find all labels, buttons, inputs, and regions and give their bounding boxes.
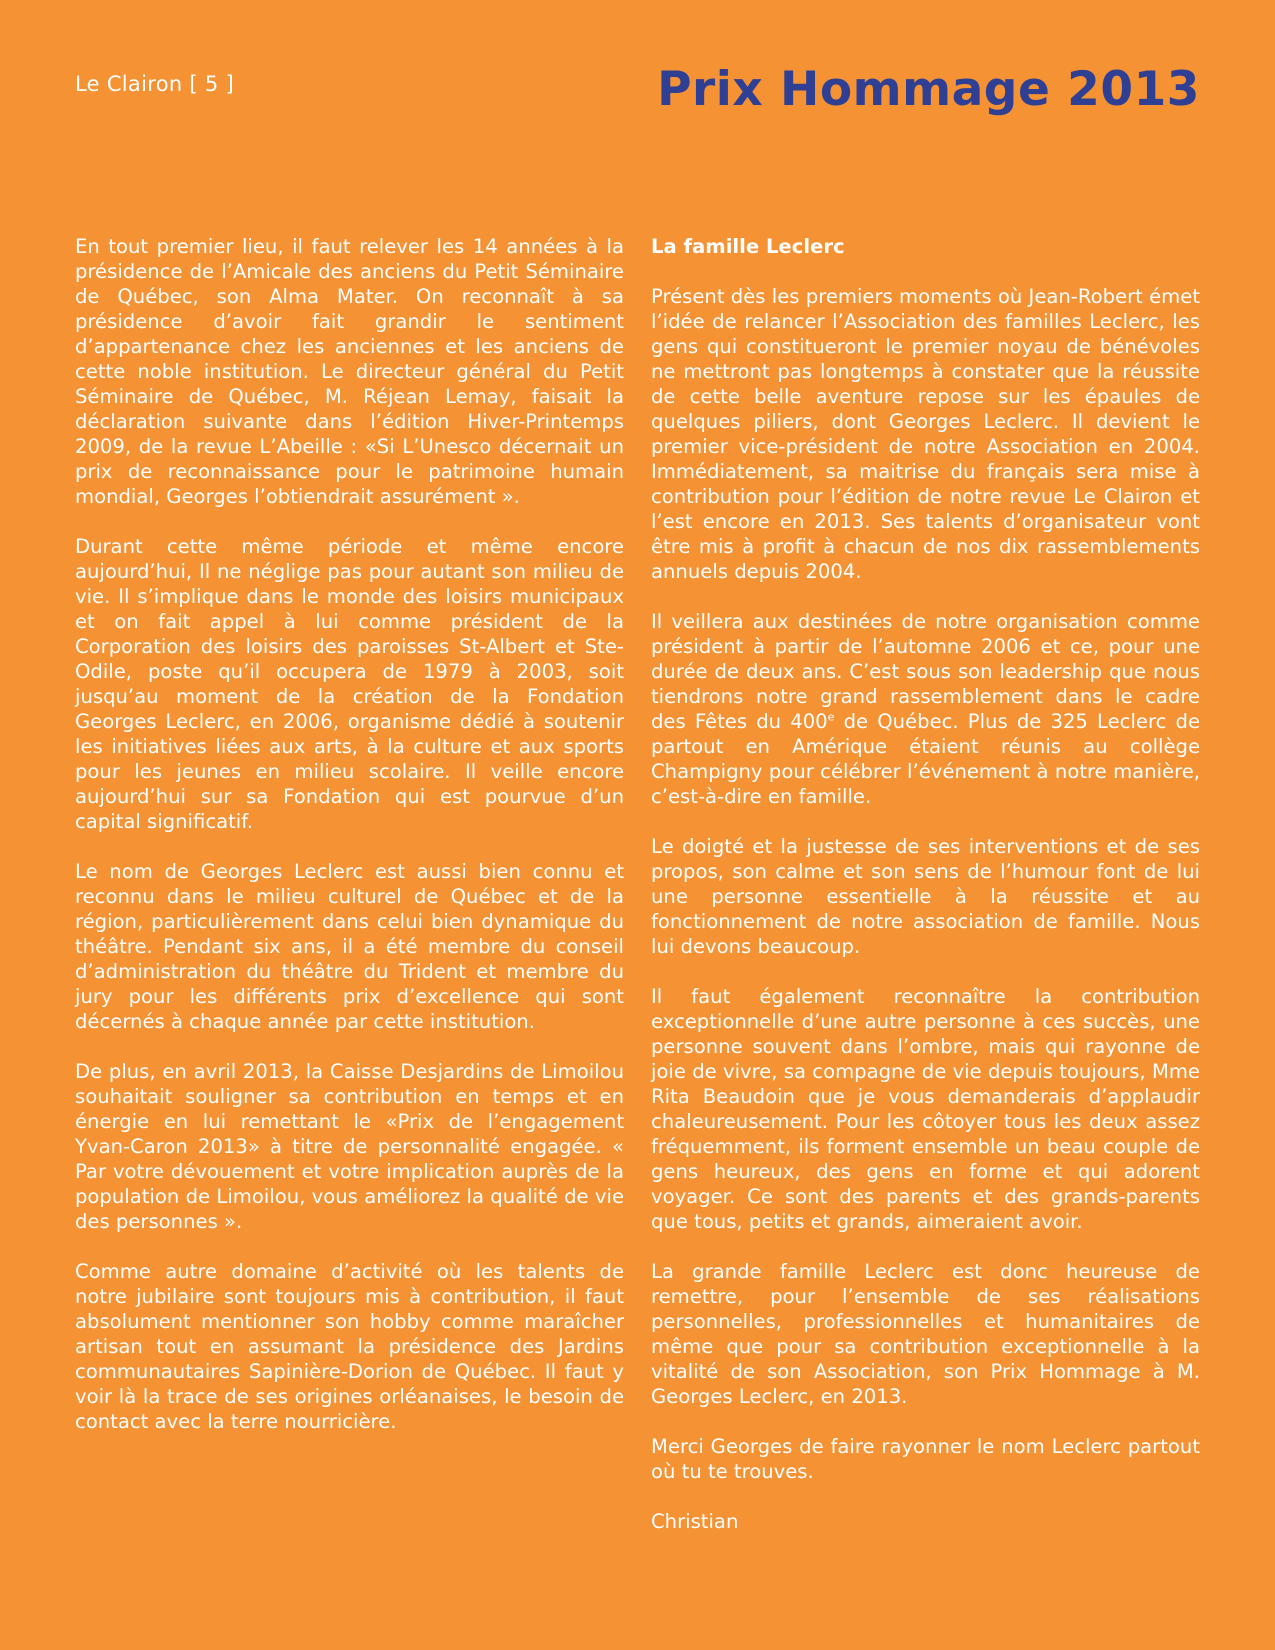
right-column [651, 234, 1200, 1559]
paragraph: Le nom de Georges Leclerc est aussi bien connu et reconnu dans le milieu culturel de Québec et de la région, particulièrement dans celui bien dynamique du théâtre. Pendant six ans, il a été membre du conseil d’administration du théâtre du Trident et membre du jury pour les différents prix d’excellence qui sont décernés à chaque année par cette institution. [75, 860, 624, 1033]
paragraph: Il faut également reconnaître la contribution exceptionnelle d’une autre personne à ces succès, une personne souvent dans l’ombre, mais qui rayonne de joie de vivre, sa compagne de vie depuis toujours, Mme Rita Beaudoin que je vous demanderais d’applaudir chaleureusement. Pour les côtoyer tous les deux assez fréquemment, ils forment ensemble un beau couple de gens heureux, des gens en forme et qui adorent voyager. Ce sont des parents et des grands-parents que tous, petits et grands, aimeraient avoir. [651, 985, 1200, 1233]
superscript: e [827, 710, 835, 724]
page-title: Prix Hommage 2013 [657, 62, 1200, 117]
paragraph: En tout premier lieu, il faut relever les 14 années à la présidence de l’Amicale des anciens du Petit Séminaire de Québec, son Alma Mater. On reconnaît à sa présidence d’avoir fait grandir le sentiment d’appartenance chez les anciennes et les anciens de cette noble institution. Le directeur général du Petit Séminaire de Québec, M. Réjean Lemay, faisait la déclaration suivante dans l’édition Hiver-Printemps 2009, de la revue L’Abeille : «Si L’Unesco décernait un prix de reconnaissance pour le patrimoine humain mondial, Georges l’obtiendrait assurément ». [75, 235, 624, 508]
signature: Christian [651, 1510, 739, 1533]
article-body [75, 234, 1200, 1559]
paragraph: Comme autre domaine d’activité où les talents de notre jubilaire sont toujours mis à contribution, il faut absolument mentionner son hobby comme maraîcher artisan tout en assumant la présidence des Jardins communautaires Sapinière-Dorion de Québec. Il faut y voir là la trace de ses origines orléanaises, le besoin de contact avec la terre nourricière. [75, 1260, 624, 1433]
paragraph [651, 609, 1200, 809]
paragraph: De plus, en avril 2013, la Caisse Desjardins de Limoilou souhaitait souligner sa contribution en temps et en énergie en lui remettant le «Prix de l’engagement Yvan-Caron 2013» à titre de personnalité engagée. « Par votre dévouement et votre implication auprès de la population de Limoilou, vous améliorez la qualité de vie des personnes ». [75, 1060, 624, 1233]
left-column [75, 234, 624, 1559]
paragraph: Durant cette même période et même encore aujourd’hui, Il ne néglige pas pour autant son milieu de vie. Il s’implique dans le monde des loisirs municipaux et on fait appel à lui comme président de la Corporation des loisirs des paroisses St-Albert et Ste-Odile, poste qu’il occupera de 1979 à 2003, soit jusqu’au moment de la création de la Fondation Georges Leclerc, en 2006, organisme dédié à soutenir les initiatives liées aux arts, à la culture et aux sports pour les jeunes en milieu scolaire. Il veille encore aujourd’hui sur sa Fondation qui est pourvue d’un capital significatif. [75, 535, 624, 833]
paragraph: Merci Georges de faire rayonner le nom Leclerc partout où tu te trouves. [651, 1435, 1200, 1483]
paragraph-text: de Québec. Plus de 325 Leclerc de partout en Amérique étaient réunis au collège Champigny pour célébrer l’événement à notre manière, c’est-à-dire en famille. [651, 710, 1200, 808]
paragraph: Le doigté et la justesse de ses interventions et de ses propos, son calme et son sens de l’humour font de lui une personne essentielle à la réussite et au fonctionnement de notre association de famille. Nous lui devons beaucoup. [651, 835, 1200, 958]
page-header [75, 62, 1200, 132]
section-subheading: La famille Leclerc [651, 235, 845, 258]
paragraph: La grande famille Leclerc est donc heureuse de remettre, pour l’ensemble de ses réalisations personnelles, professionnelles et humanitaires de même que pour sa contribution exceptionnelle à la vitalité de son Association, son Prix Hommage à M. Georges Leclerc, en 2013. [651, 1260, 1200, 1408]
running-head: Le Clairon [ 5 ] [75, 72, 235, 96]
paragraph-text: Il veillera aux destinées de notre organisation comme président à partir de l’automne 2006 et ce, pour une durée de deux ans. C’est sous son leadership que nous tiendrons notre grand rassemblement dans le cadre des Fêtes du 400 [651, 610, 1200, 733]
paragraph: Présent dès les premiers moments où Jean-Robert émet l’idée de relancer l’Association des familles Leclerc, les gens qui constitueront le premier noyau de bénévoles ne mettront pas longtemps à constater que la réussite de cette belle aventure repose sur les épaules de quelques piliers, dont Georges Leclerc. Il devient le premier vice-président de notre Association en 2004. Immédiatement, sa maitrise du français sera mise à contribution pour l’édition de notre revue Le Clairon et l’est encore en 2013. Ses talents d’organisateur vont être mis à profit à chacun de nos dix rassemblements annuels depuis 2004. [651, 285, 1200, 583]
